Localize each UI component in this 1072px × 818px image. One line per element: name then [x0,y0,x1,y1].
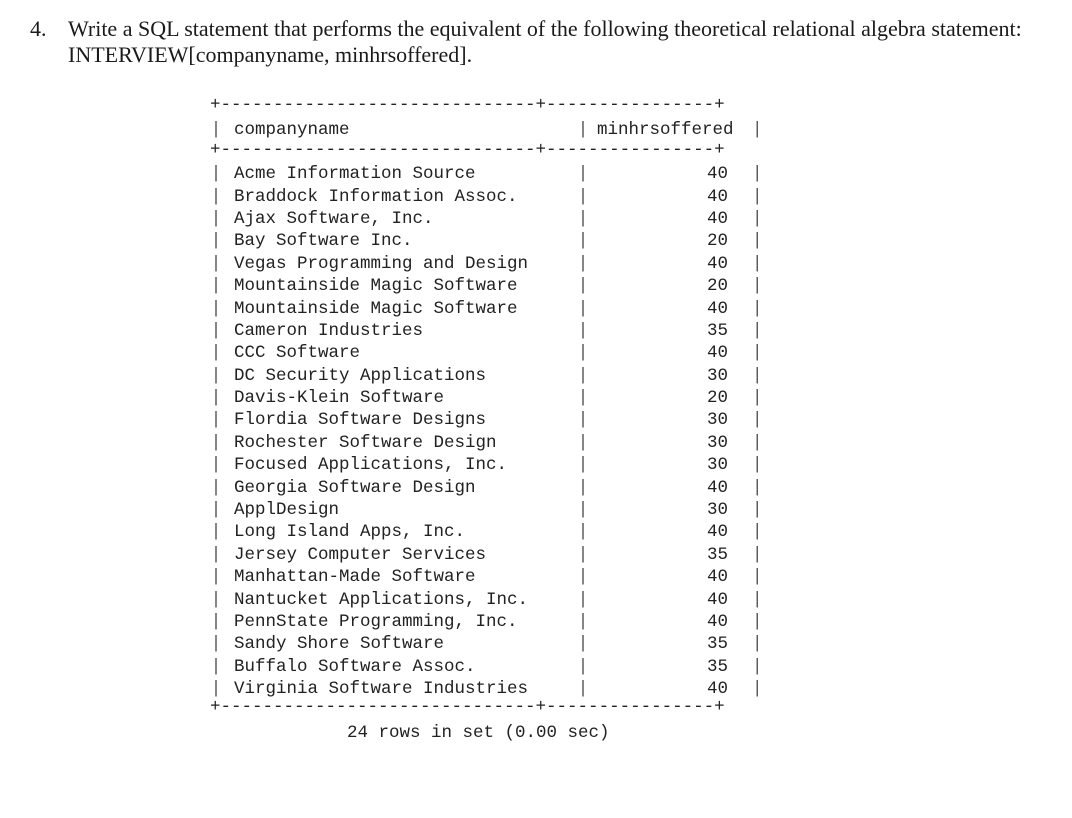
cell-companyname: Buffalo Software Assoc. [234,656,476,677]
column-separator: | [210,253,222,274]
cell-companyname: Nantucket Applications, Inc. [234,589,529,610]
column-separator: | [577,544,589,565]
cell-companyname: Ajax Software, Inc. [234,208,434,229]
column-separator: | [577,679,589,700]
column-separator: | [210,432,222,453]
table-row [210,253,764,275]
column-separator: | [210,589,222,610]
table-row [210,588,764,610]
column-separator: | [210,343,222,364]
table-border-top: +------------------------------+----------------+ [210,95,725,115]
cell-companyname: PennState Programming, Inc. [234,612,518,632]
column-separator: | [752,477,763,498]
cell-companyname: Bay Software Inc. [234,231,413,252]
column-separator: | [577,253,589,274]
cell-companyname: Long Island Apps, Inc. [234,522,466,543]
table-body [210,163,764,700]
question-text: Write a SQL statement that performs the equivalent of the following theoretical relational algebra statement: INTERVIEW[companyname, minhrsoffered]. [68,16,1022,67]
column-separator: | [210,522,222,543]
column-separator: | [577,343,589,364]
cell-companyname: Vegas Programming and Design [234,253,529,274]
cell-minhrsoffered: 40 [706,343,728,364]
column-separator: | [752,500,763,521]
column-separator: | [577,455,589,476]
table-row [210,611,764,633]
table-row [210,185,764,207]
table-row [210,566,764,588]
column-separator: | [752,522,763,543]
column-separator: | [577,656,589,677]
column-separator: | [210,612,222,632]
column-separator: | [752,567,763,588]
cell-minhrsoffered: 40 [706,477,728,498]
column-separator: | [752,164,763,185]
column-separator: | [210,276,222,297]
column-separator: | [210,679,222,700]
column-separator: | [210,186,222,207]
table-row [210,342,764,364]
cell-companyname: Davis-Klein Software [234,388,445,409]
table-row [210,432,764,454]
column-separator: | [752,231,763,252]
column-separator: | [752,276,763,297]
column-separator: | [752,186,763,207]
cell-companyname: Jersey Computer Services [234,544,487,565]
cell-companyname: Flordia Software Designs [234,410,487,431]
column-separator: | [752,432,763,453]
column-separator: | [577,320,589,341]
table-border-header: +------------------------------+----------------+ [210,140,725,160]
cell-minhrsoffered: 40 [706,298,728,319]
cell-minhrsoffered: 30 [706,410,728,431]
column-separator: | [577,612,589,632]
column-separator: | [752,388,763,409]
column-separator: | [752,612,763,632]
table-row [210,544,764,566]
column-separator: | [752,679,763,700]
column-separator: | [577,120,589,140]
table-row [210,275,764,297]
column-separator: | [577,164,589,185]
cell-minhrsoffered: 40 [706,186,728,207]
cell-minhrsoffered: 20 [706,231,728,252]
column-separator: | [752,365,763,386]
column-separator: | [752,298,763,319]
cell-companyname: Georgia Software Design [234,477,476,498]
table-row [210,208,764,230]
cell-minhrsoffered: 35 [706,320,728,341]
cell-companyname: DC Security Applications [234,365,487,386]
column-separator: | [210,477,222,498]
cell-minhrsoffered: 30 [706,365,728,386]
table-header [210,119,764,141]
column-separator: | [577,186,589,207]
cell-companyname: Mountainside Magic Software [234,298,518,319]
column-separator: | [752,120,763,140]
column-separator: | [577,500,589,521]
cell-minhrsoffered: 40 [706,679,728,700]
question-number: 4. [30,16,47,41]
column-separator: | [210,410,222,431]
table-row [210,297,764,319]
table-row [210,230,764,252]
cell-minhrsoffered: 35 [706,544,728,565]
column-separator: | [752,208,763,229]
column-separator: | [752,544,763,565]
column-separator: | [752,656,763,677]
cell-companyname: Cameron Industries [234,320,424,341]
cell-companyname: Acme Information Source [234,164,476,185]
column-separator: | [752,253,763,274]
column-separator: | [752,320,763,341]
table-border-bottom: +------------------------------+----------------+ [210,697,725,717]
cell-companyname: CCC Software [234,343,361,364]
column-separator: | [210,388,222,409]
column-separator: | [210,656,222,677]
cell-minhrsoffered: 30 [706,455,728,476]
column-separator: | [210,365,222,386]
cell-companyname: Virginia Software Industries [234,679,529,700]
table-row [210,454,764,476]
table-row [210,476,764,498]
column-separator: | [210,567,222,588]
column-separator: | [577,231,589,252]
column-separator: | [577,589,589,610]
cell-companyname: Sandy Shore Software [234,634,445,655]
column-separator: | [210,544,222,565]
cell-minhrsoffered: 40 [706,208,728,229]
table-row [210,633,764,655]
cell-minhrsoffered: 20 [706,276,728,297]
cell-companyname: Mountainside Magic Software [234,276,518,297]
table-row [210,365,764,387]
column-separator: | [752,343,763,364]
cell-companyname: Braddock Information Assoc. [234,186,518,207]
column-header-minhrsoffered: minhrsoffered [597,120,734,140]
column-separator: | [577,522,589,543]
table-row [210,499,764,521]
cell-minhrsoffered: 30 [706,500,728,521]
column-separator: | [577,388,589,409]
column-separator: | [577,410,589,431]
cell-minhrsoffered: 40 [706,164,728,185]
column-separator: | [752,410,763,431]
column-separator: | [210,455,222,476]
cell-minhrsoffered: 35 [706,634,728,655]
table-row [210,387,764,409]
cell-minhrsoffered: 40 [706,612,728,632]
column-separator: | [210,120,222,140]
column-separator: | [210,231,222,252]
column-separator: | [210,320,222,341]
column-separator: | [752,589,763,610]
cell-minhrsoffered: 20 [706,388,728,409]
table-row [210,163,764,185]
cell-minhrsoffered: 40 [706,589,728,610]
column-separator: | [210,208,222,229]
column-separator: | [210,500,222,521]
cell-companyname: Focused Applications, Inc. [234,455,508,476]
column-separator: | [210,634,222,655]
column-separator: | [577,432,589,453]
column-separator: | [577,208,589,229]
cell-minhrsoffered: 30 [706,432,728,453]
cell-companyname: Manhattan-Made Software [234,567,476,588]
question [30,16,1050,68]
cell-minhrsoffered: 40 [706,253,728,274]
column-separator: | [577,276,589,297]
column-separator: | [752,634,763,655]
cell-companyname: ApplDesign [234,500,340,521]
column-separator: | [577,567,589,588]
column-separator: | [577,298,589,319]
table-row [210,656,764,678]
cell-companyname: Rochester Software Design [234,432,497,453]
cell-minhrsoffered: 40 [706,522,728,543]
column-separator: | [210,298,222,319]
column-header-companyname: companyname [234,120,350,140]
table-row [210,521,764,543]
result-summary: 24 rows in set (0.00 sec) [347,723,610,743]
column-separator: | [210,164,222,185]
table-row [210,409,764,431]
cell-minhrsoffered: 35 [706,656,728,677]
column-separator: | [577,477,589,498]
column-separator: | [577,634,589,655]
table-row [210,320,764,342]
column-separator: | [577,365,589,386]
cell-minhrsoffered: 40 [706,567,728,588]
column-separator: | [752,455,763,476]
